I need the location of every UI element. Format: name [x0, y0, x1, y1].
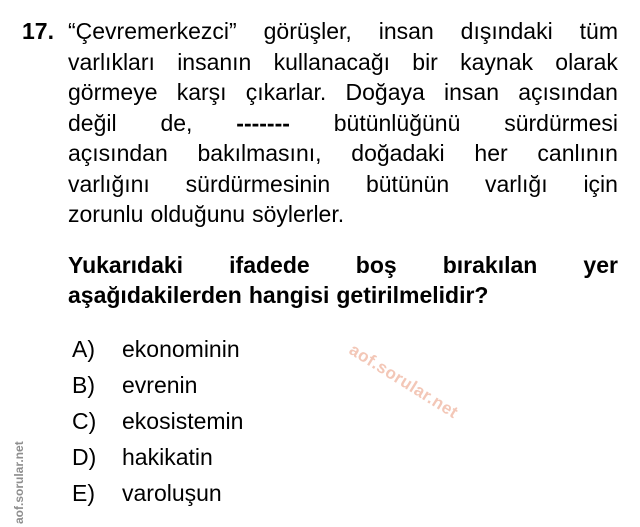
stem-line-1	[68, 16, 618, 47]
watermark-side: aof.sorular.net	[12, 441, 26, 524]
option-e[interactable]	[72, 475, 243, 511]
stem-word: değil	[68, 109, 117, 136]
stem-word: karşı	[176, 79, 227, 105]
stem-word: söylerler.	[252, 201, 345, 227]
stem-word: kullanacağı	[273, 48, 390, 75]
stem-word: tüm	[579, 18, 618, 44]
stem-word: olduğunu	[150, 201, 246, 227]
stem-word: insan	[444, 79, 499, 105]
stem-line-3	[68, 77, 618, 108]
question-number: 17.	[22, 18, 54, 44]
option-letter: D)	[72, 443, 97, 470]
blank-placeholder: -------	[236, 109, 290, 136]
option-a[interactable]	[72, 331, 243, 367]
stem-word: varlığını	[68, 170, 150, 197]
option-text: hakikatin	[122, 443, 213, 470]
option-letter: C)	[72, 407, 97, 434]
stem-line-2	[68, 47, 618, 78]
stem-word: görmeye	[68, 79, 158, 105]
watermark-diagonal: aof.sorular.net	[345, 340, 462, 423]
stem-word: de,	[160, 109, 193, 136]
question-stem	[68, 16, 618, 230]
option-letter: E)	[72, 479, 95, 506]
stem-word: dışındaki	[460, 18, 553, 44]
stem-word: olarak	[555, 48, 618, 75]
stem-word: için	[583, 170, 618, 197]
prompt-word: boş	[355, 252, 397, 278]
stem-line-7	[68, 199, 618, 230]
stem-word: açısından	[68, 140, 168, 166]
option-text: evrenin	[122, 371, 198, 398]
stem-word: çıkarlar.	[245, 79, 327, 105]
stem-word: bir	[412, 48, 438, 75]
stem-word: bütünün	[365, 170, 450, 197]
option-text: ekonominin	[122, 335, 240, 362]
option-d[interactable]	[72, 439, 243, 475]
stem-word: görüşler,	[263, 18, 352, 44]
stem-word: bütünlüğünü	[333, 109, 461, 136]
stem-line-6	[68, 169, 618, 200]
prompt-word: getirilmelidir?	[336, 282, 489, 308]
stem-word: sürdürmesinin	[185, 170, 331, 197]
stem-word: her	[474, 140, 508, 166]
prompt-word: aşağıdakilerden	[68, 282, 242, 308]
stem-word: “Çevremerkezci”	[68, 18, 237, 44]
prompt-word: hangisi	[248, 282, 330, 308]
stem-line-4	[68, 108, 618, 139]
prompt-word: ifadede	[229, 252, 310, 278]
option-letter: A)	[72, 335, 95, 362]
prompt-word: Yukarıdaki	[68, 252, 184, 278]
stem-word: sürdürmesi	[504, 109, 618, 136]
prompt-word: bırakılan	[442, 252, 538, 278]
stem-word: canlının	[537, 140, 618, 166]
question-prompt	[68, 250, 618, 310]
stem-word: varlıkları	[68, 48, 155, 75]
stem-word: zorunlu	[68, 201, 144, 227]
option-text: varoluşun	[122, 479, 222, 506]
prompt-word: yer	[583, 252, 618, 278]
prompt-line-2	[68, 280, 618, 310]
stem-word: açısından	[518, 79, 618, 105]
option-letter: B)	[72, 371, 95, 398]
answer-options	[72, 331, 243, 511]
option-b[interactable]	[72, 367, 243, 403]
stem-word: kaynak	[460, 48, 533, 75]
stem-word: bakılmasını,	[197, 140, 322, 166]
option-c[interactable]	[72, 403, 243, 439]
stem-word: doğadaki	[351, 140, 445, 166]
stem-line-5	[68, 138, 618, 169]
stem-word: Doğaya	[345, 79, 425, 105]
stem-word: insan	[378, 18, 434, 44]
prompt-line-1	[68, 250, 618, 280]
stem-word: insanın	[177, 48, 252, 75]
option-text: ekosistemin	[122, 407, 244, 434]
stem-word: varlığı	[484, 170, 548, 197]
